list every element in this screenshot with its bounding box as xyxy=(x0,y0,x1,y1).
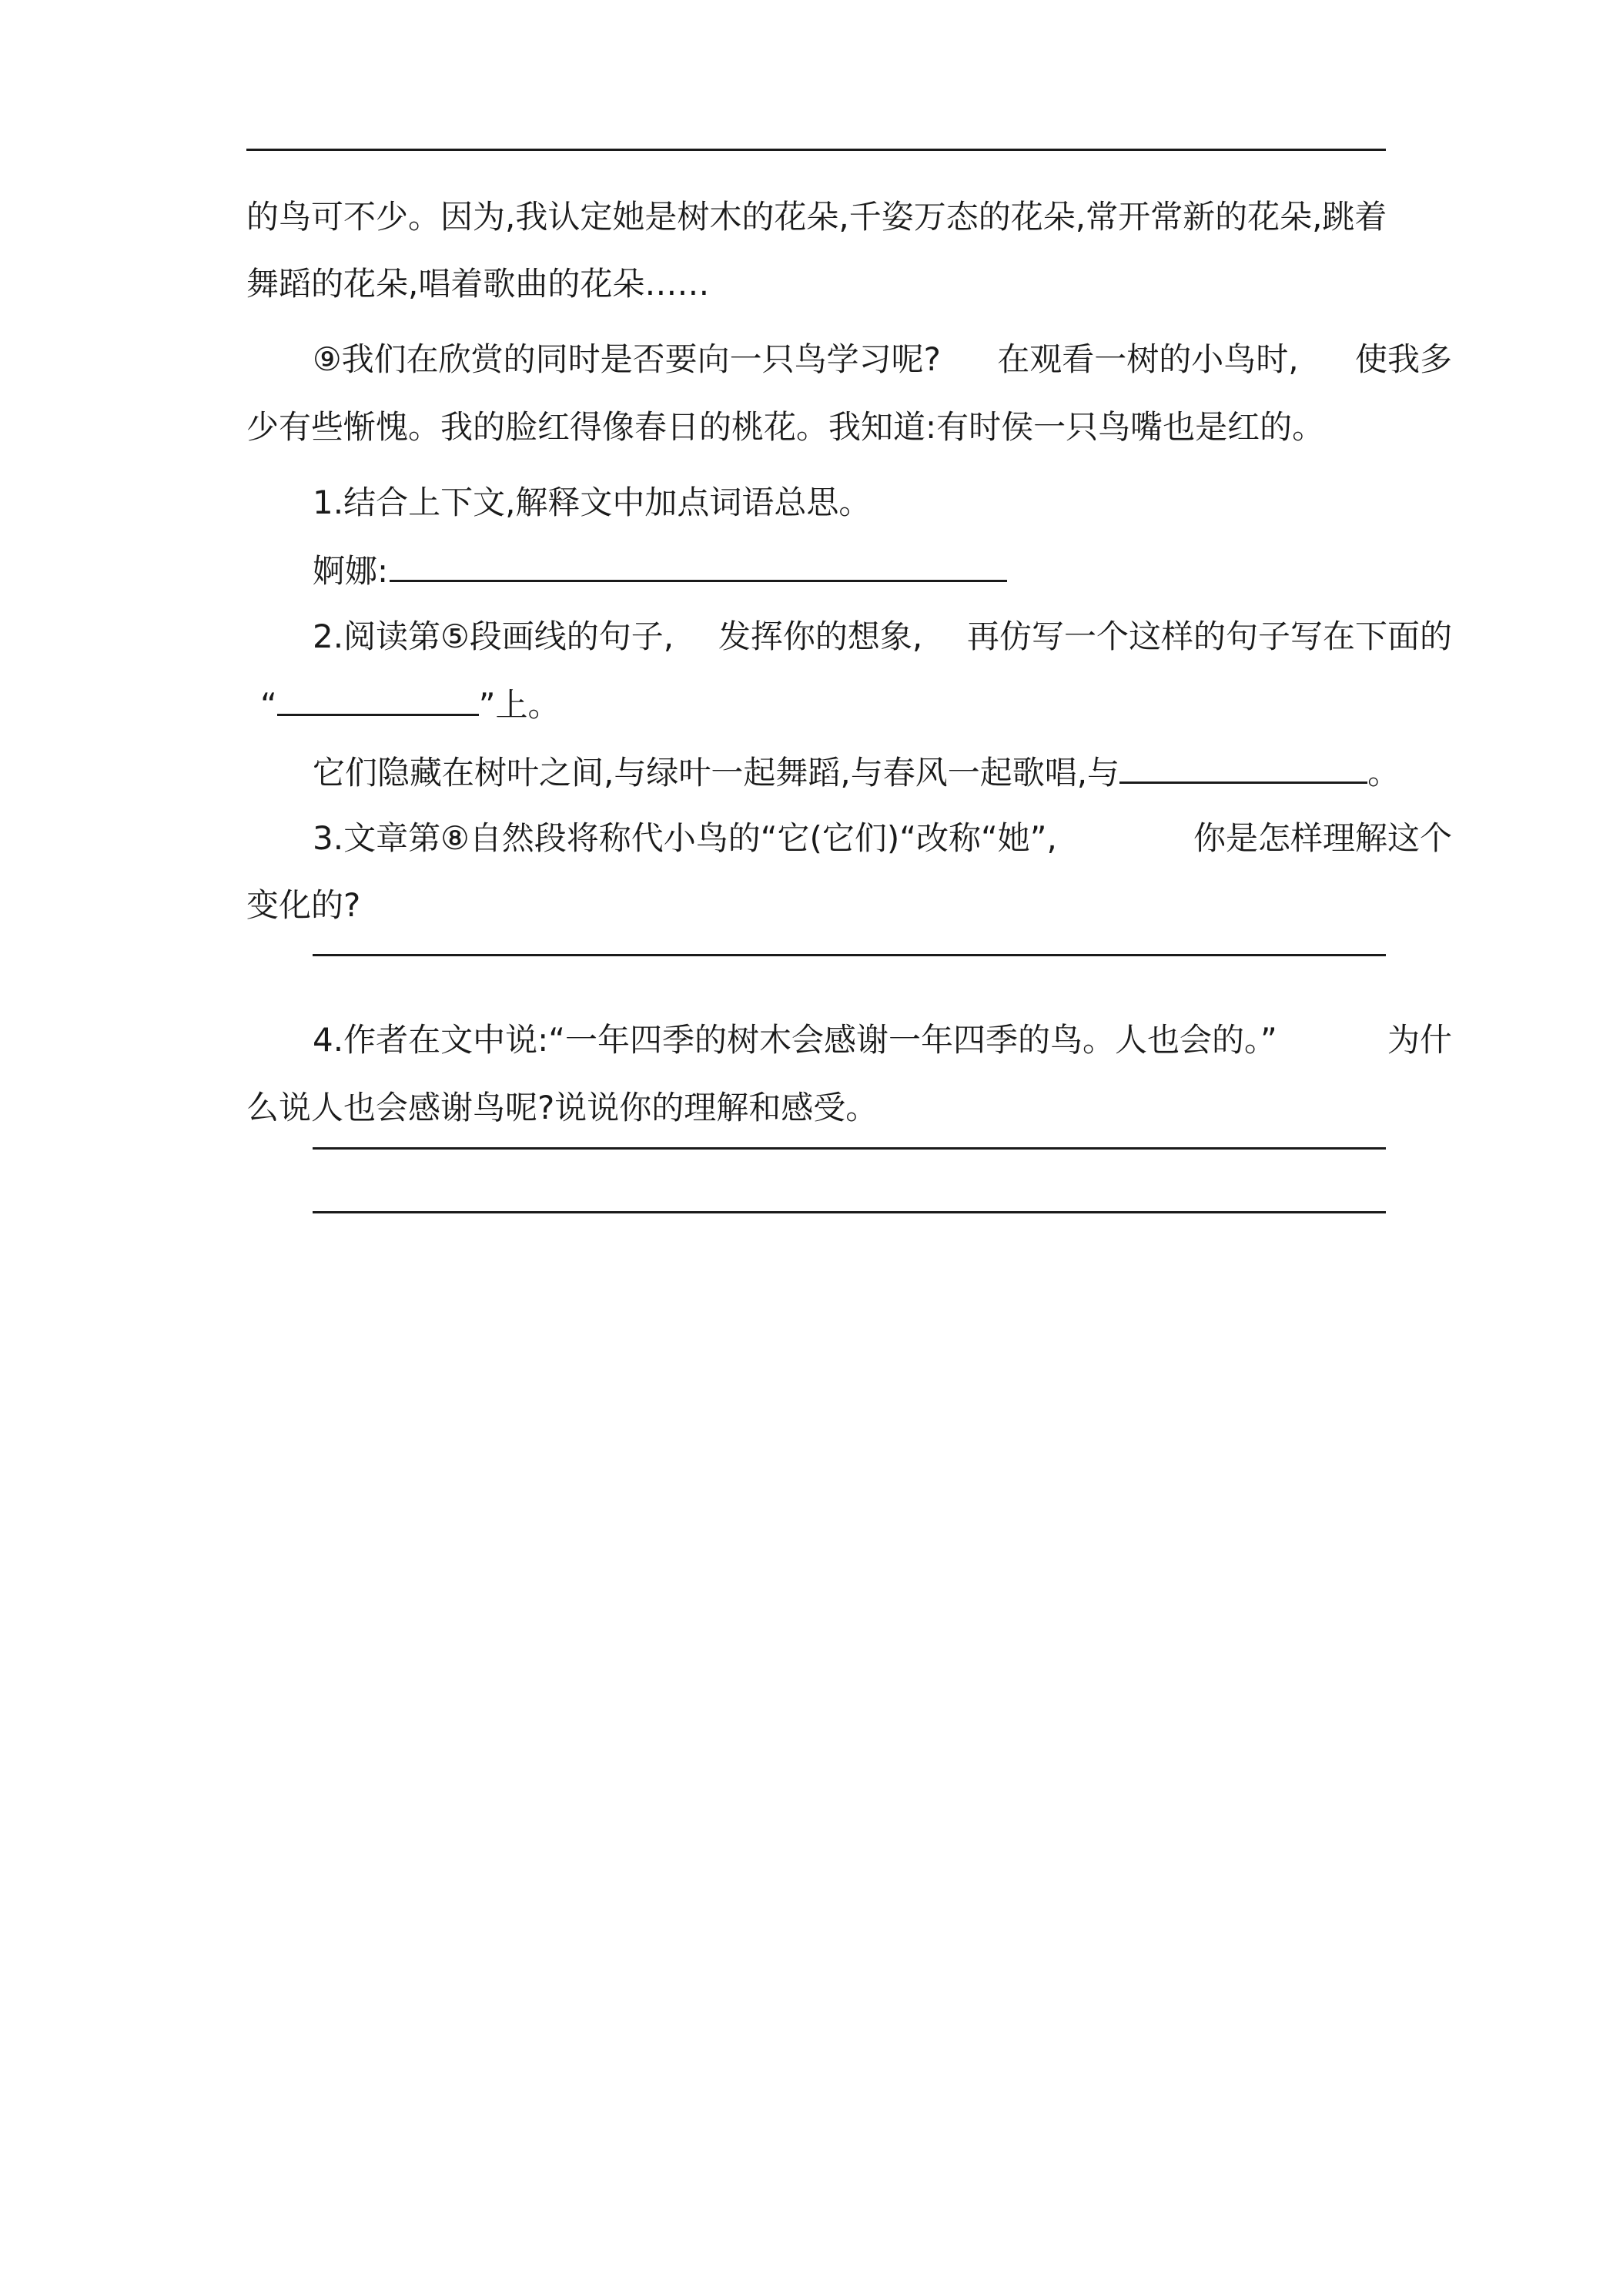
question-3-prompt-line-1 xyxy=(246,818,1452,859)
text-segment: 4.作者在文中说:“一年四季的树木会感谢一年四季的鸟。人也会的。” xyxy=(313,1021,1277,1059)
question-2-quoted-blank xyxy=(277,683,479,716)
question-1-prompt: 1.结合上下文,解释文中加点词语总思。 xyxy=(313,484,872,521)
text-segment: 常开常新的花朵, xyxy=(1086,198,1323,236)
question-2-prompt-line-1 xyxy=(246,616,1452,658)
question-2-prompt-line-2 xyxy=(246,683,1386,725)
text-segment: 为什 xyxy=(1387,1021,1452,1059)
text-segment: 3.文章第⑧自然段将称代小鸟的“它(它们)“改称“她”, xyxy=(313,819,1057,857)
worksheet-content xyxy=(246,196,1452,1129)
question-1-answer-blank[interactable] xyxy=(390,549,1007,582)
text-segment: 发挥你的想象, xyxy=(718,618,923,655)
passage-paragraph-8-line-2: 舞蹈的花朵,唱着歌曲的花朵…… xyxy=(246,265,710,303)
text-segment: 再仿写一个这样的句子写在下面的 xyxy=(966,618,1452,655)
header-rule xyxy=(246,149,1386,151)
text-segment: 跳着 xyxy=(1322,198,1387,236)
text-segment: 你是怎样理解这个 xyxy=(1193,819,1452,857)
text-segment: 在观看一树的小鸟时, xyxy=(997,340,1299,378)
text-segment: 2.阅读第⑤段画线的句子, xyxy=(313,618,674,655)
question-2-sentence-text: 它们隐藏在树叶之间,与绿叶一起舞蹈,与春风一起歌唱,与 xyxy=(313,754,1120,792)
text-segment: 使我多 xyxy=(1354,340,1452,378)
question-2-sentence-row xyxy=(246,751,1400,792)
passage-paragraph-9-line-1 xyxy=(246,339,1452,380)
question-3-prompt-line-2: 变化的? xyxy=(246,886,361,924)
question-4-prompt-line-1 xyxy=(246,1019,1452,1061)
text-segment: ⑨我们在欣赏的同时是否要向一只鸟学习呢? xyxy=(313,340,941,378)
open-quote: “ xyxy=(260,686,277,724)
question-4-answer-line-2[interactable] xyxy=(313,1211,1386,1213)
question-2-sentence-blank[interactable] xyxy=(1119,751,1367,784)
question-1-answer-label: 婀娜: xyxy=(313,552,389,590)
question-4-prompt-line-2: 么说人也会感谢鸟呢?说说你的理解和感受。 xyxy=(246,1089,878,1126)
text-segment: 的鸟可不少。因为,我认定她是树木的花朵, xyxy=(246,198,849,236)
question-4-answer-line-1[interactable] xyxy=(313,1147,1386,1150)
passage-paragraph-9-line-2: 少有些惭愧。我的脸红得像春日的桃花。我知道:有时侯一只鸟嘴也是红的。 xyxy=(246,408,1325,446)
close-quote: ”上。 xyxy=(478,686,561,724)
question-3-answer-line[interactable] xyxy=(313,954,1386,956)
text-segment: 千姿万态的花朵, xyxy=(848,198,1086,236)
sentence-end: 。 xyxy=(1367,754,1400,792)
question-1-answer-row xyxy=(246,549,1386,591)
passage-paragraph-8-line-1 xyxy=(246,196,1386,238)
